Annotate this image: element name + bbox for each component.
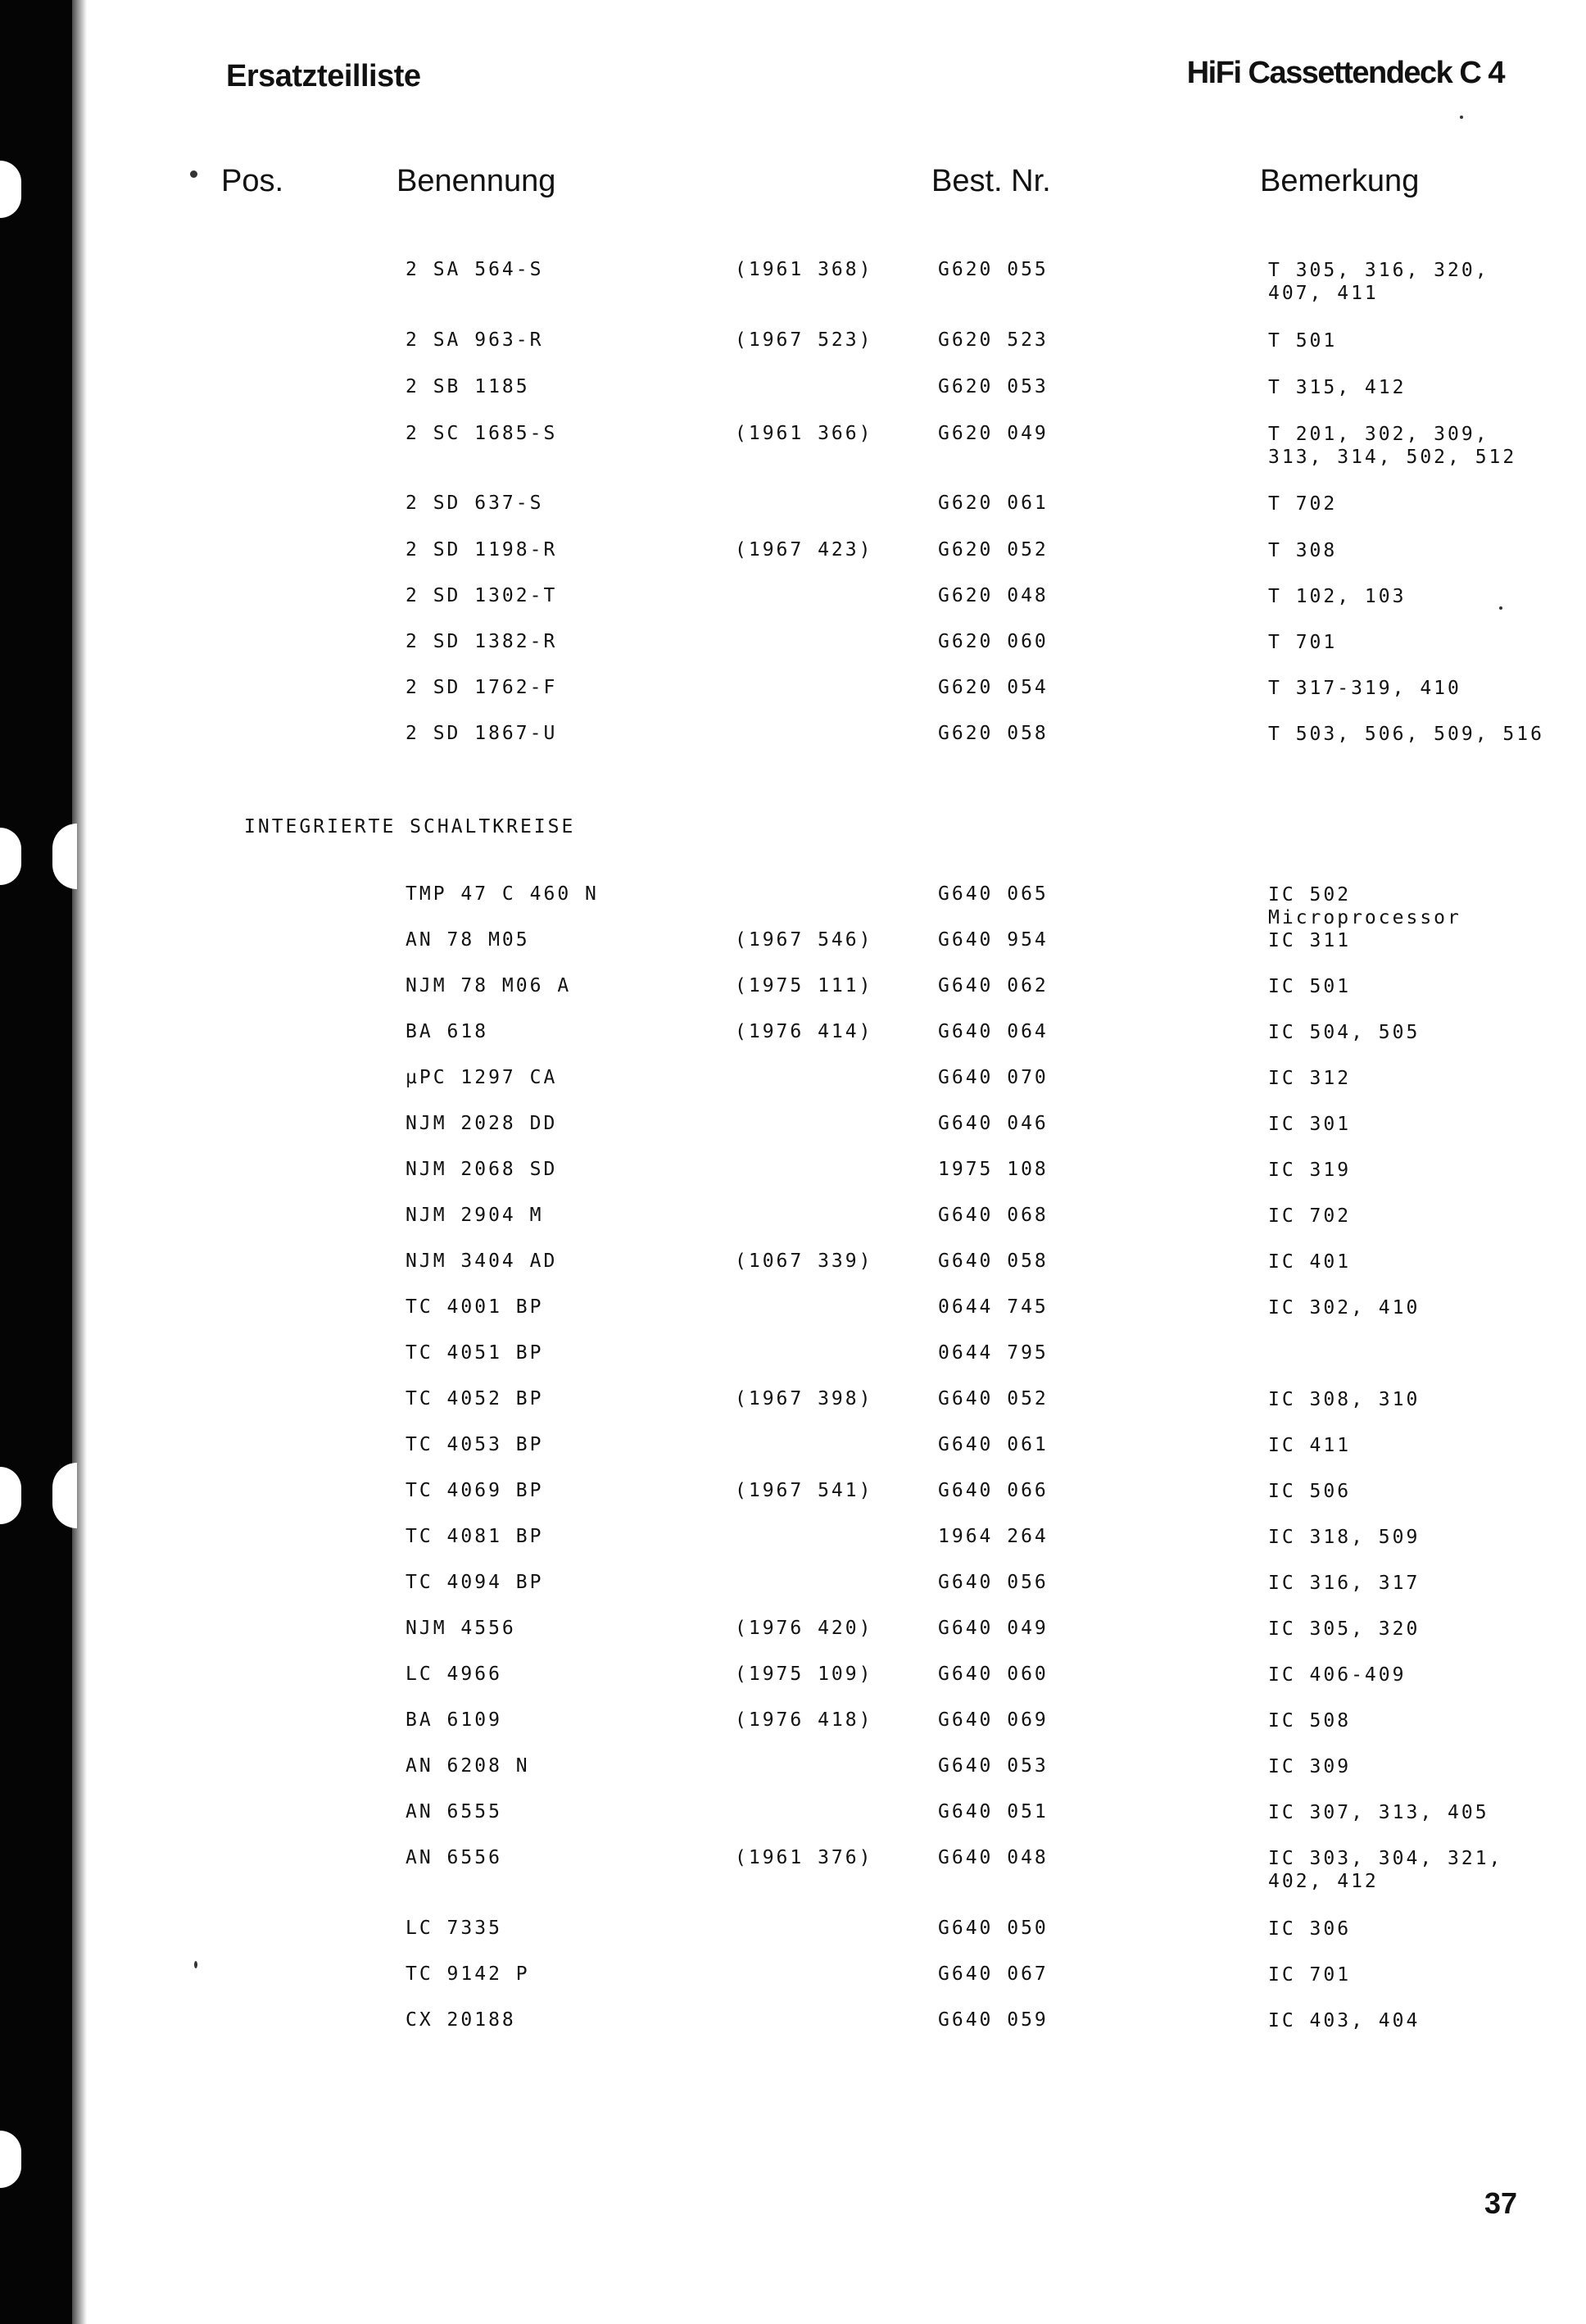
order-number: G640 056 [938,1572,1049,1593]
remark: IC 308, 310 [1268,1389,1421,1410]
remark: T 102, 103 [1268,586,1407,607]
remark: IC 301 [1268,1114,1352,1135]
table-row [0,1664,1586,1696]
remark: IC 319 [1268,1160,1352,1181]
product-title: HiFi Cassettendeck C 4 [1186,56,1504,90]
part-name: 2 SA 963-R [406,329,544,351]
table-row [0,1755,1586,1788]
alt-number: (1967 523) [735,329,873,351]
part-name: TC 4094 BP [406,1572,544,1593]
table-row [0,1021,1586,1054]
alt-number: (1967 541) [735,1480,873,1501]
part-name: NJM 3404 AD [406,1251,558,1272]
alt-number: (1961 366) [735,423,873,444]
part-name: 2 SD 1198-R [406,539,558,561]
remark: IC 501 [1268,976,1352,997]
part-name: TMP 47 C 460 N [406,883,599,905]
remark: IC 302, 410 [1268,1297,1421,1319]
part-name: NJM 2028 DD [406,1113,558,1134]
part-name: 2 SC 1685-S [406,423,558,444]
alt-number: (1967 423) [735,539,873,561]
scan-speck [1460,116,1463,119]
part-name: TC 4001 BP [406,1296,544,1318]
part-name: AN 6556 [406,1847,502,1868]
table-row [0,1847,1586,1892]
part-name: 2 SD 637-S [406,492,544,514]
table-row [0,376,1586,409]
part-name: LC 7335 [406,1918,502,1939]
table-row [0,1480,1586,1513]
alt-number: (1961 368) [735,259,873,280]
column-header-pos: Pos. [221,164,284,198]
order-number: G640 052 [938,1388,1049,1409]
table-row [0,1159,1586,1192]
alt-number: (1976 414) [735,1021,873,1042]
table-row [0,1342,1586,1375]
table-row [0,631,1586,664]
remark: T 308 [1268,540,1338,561]
table-row [0,492,1586,525]
scan-speck [1499,606,1502,610]
alt-number: (1067 339) [735,1251,873,1272]
order-number: G640 065 [938,883,1049,905]
column-header-best-nr: Best. Nr. [931,164,1051,198]
remark: T 503, 506, 509, 516 [1268,724,1544,745]
order-number: G620 053 [938,376,1049,397]
order-number: G640 954 [938,929,1049,951]
scan-speck [190,170,197,178]
part-name: AN 6208 N [406,1755,530,1777]
part-name: TC 9142 P [406,1963,530,1985]
alt-number: (1975 109) [735,1664,873,1685]
table-row [0,259,1586,304]
remark: IC 307, 313, 405 [1268,1802,1489,1823]
remark: IC 506 [1268,1481,1352,1502]
order-number: G640 062 [938,975,1049,996]
table-row [0,2009,1586,2042]
part-name: 2 SD 1867-U [406,723,558,744]
alt-number: (1976 420) [735,1618,873,1639]
table-row [0,539,1586,572]
remark: IC 504, 505 [1268,1022,1421,1043]
remark: T 305, 316, 320, 407, 411 [1268,260,1489,304]
remark: IC 411 [1268,1435,1352,1456]
part-name: NJM 2068 SD [406,1159,558,1180]
order-number: G640 046 [938,1113,1049,1134]
order-number: G640 069 [938,1709,1049,1731]
order-number: G620 049 [938,423,1049,444]
table-row [0,1918,1586,1950]
order-number: G620 060 [938,631,1049,652]
table-row [0,1205,1586,1237]
part-name: 2 SD 1382-R [406,631,558,652]
alt-number: (1967 398) [735,1388,873,1409]
table-row [0,585,1586,618]
order-number: G620 048 [938,585,1049,606]
table-row [0,1709,1586,1742]
alt-number: (1967 546) [735,929,873,951]
order-number: G640 058 [938,1251,1049,1272]
order-number: G620 052 [938,539,1049,561]
order-number: G640 070 [938,1067,1049,1088]
remark: T 702 [1268,493,1338,515]
remark: IC 502 Microprocessor [1268,884,1461,928]
order-number: G640 066 [938,1480,1049,1501]
table-row [0,1067,1586,1100]
remark: IC 311 [1268,930,1352,951]
table-row [0,1434,1586,1467]
table-row [0,975,1586,1008]
remark: T 701 [1268,632,1338,653]
remark: IC 508 [1268,1710,1352,1732]
order-number: 0644 795 [938,1342,1049,1364]
table-row [0,929,1586,962]
page-number: 37 [1484,2186,1518,2220]
order-number: G640 050 [938,1918,1049,1939]
part-name: 2 SB 1185 [406,376,530,397]
remark: T 201, 302, 309, 313, 314, 502, 512 [1268,424,1517,468]
table-row [0,677,1586,710]
order-number: G640 053 [938,1755,1049,1777]
table-row [0,1296,1586,1329]
remark: IC 306 [1268,1918,1352,1940]
remark: IC 316, 317 [1268,1573,1421,1594]
part-name: TC 4053 BP [406,1434,544,1455]
remark: IC 403, 404 [1268,2010,1421,2031]
part-name: CX 20188 [406,2009,516,2031]
part-name: 2 SA 564-S [406,259,544,280]
order-number: 1975 108 [938,1159,1049,1180]
table-row [0,1251,1586,1283]
order-number: G640 061 [938,1434,1049,1455]
remark: IC 318, 509 [1268,1527,1421,1548]
table-row [0,423,1586,468]
remark: T 317-319, 410 [1268,678,1461,699]
order-number: G640 068 [938,1205,1049,1226]
part-name: BA 6109 [406,1709,502,1731]
table-row [0,1618,1586,1650]
part-name: 2 SD 1302-T [406,585,558,606]
alt-number: (1961 376) [735,1847,873,1868]
table-row [0,723,1586,756]
order-number: G640 067 [938,1963,1049,1985]
part-name: TC 4052 BP [406,1388,544,1409]
order-number: G640 064 [938,1021,1049,1042]
table-row [0,1113,1586,1146]
table-row [0,1572,1586,1605]
order-number: G640 049 [938,1618,1049,1639]
table-row [0,329,1586,362]
part-name: AN 6555 [406,1801,502,1822]
part-name: µPC 1297 CA [406,1067,558,1088]
order-number: 1964 264 [938,1526,1049,1547]
part-name: TC 4051 BP [406,1342,544,1364]
document-title: Ersatzteilliste [226,59,421,93]
table-row [0,1801,1586,1834]
order-number: G640 060 [938,1664,1049,1685]
remark: T 501 [1268,330,1338,352]
remark: T 315, 412 [1268,377,1407,398]
column-header-benennung: Benennung [396,164,556,198]
part-name: NJM 78 M06 A [406,975,572,996]
remark: IC 309 [1268,1756,1352,1777]
table-row [0,1526,1586,1559]
part-name: TC 4069 BP [406,1480,544,1501]
column-header-bemerkung: Bemerkung [1260,164,1420,198]
part-name: AN 78 M05 [406,929,530,951]
part-name: TC 4081 BP [406,1526,544,1547]
order-number: G620 523 [938,329,1049,351]
order-number: G620 058 [938,723,1049,744]
part-name: 2 SD 1762-F [406,677,558,698]
alt-number: (1976 418) [735,1709,873,1731]
part-name: BA 618 [406,1021,489,1042]
table-row [0,883,1586,928]
scan-speck [194,1961,197,1968]
remark: IC 312 [1268,1068,1352,1089]
part-name: LC 4966 [406,1664,502,1685]
order-number: G640 051 [938,1801,1049,1822]
remark: IC 303, 304, 321, 402, 412 [1268,1848,1503,1892]
remark: IC 401 [1268,1251,1352,1273]
alt-number: (1975 111) [735,975,873,996]
part-name: NJM 4556 [406,1618,516,1639]
section-heading: INTEGRIERTE SCHALTKREISE [244,816,576,837]
part-name: NJM 2904 M [406,1205,544,1226]
order-number: G620 055 [938,259,1049,280]
table-row [0,1388,1586,1421]
order-number: G620 061 [938,492,1049,514]
order-number: G640 059 [938,2009,1049,2031]
order-number: G640 048 [938,1847,1049,1868]
order-number: G620 054 [938,677,1049,698]
remark: IC 305, 320 [1268,1618,1421,1640]
table-row [0,1963,1586,1996]
remark: IC 406-409 [1268,1664,1407,1686]
order-number: 0644 745 [938,1296,1049,1318]
remark: IC 702 [1268,1205,1352,1227]
remark: IC 701 [1268,1964,1352,1986]
